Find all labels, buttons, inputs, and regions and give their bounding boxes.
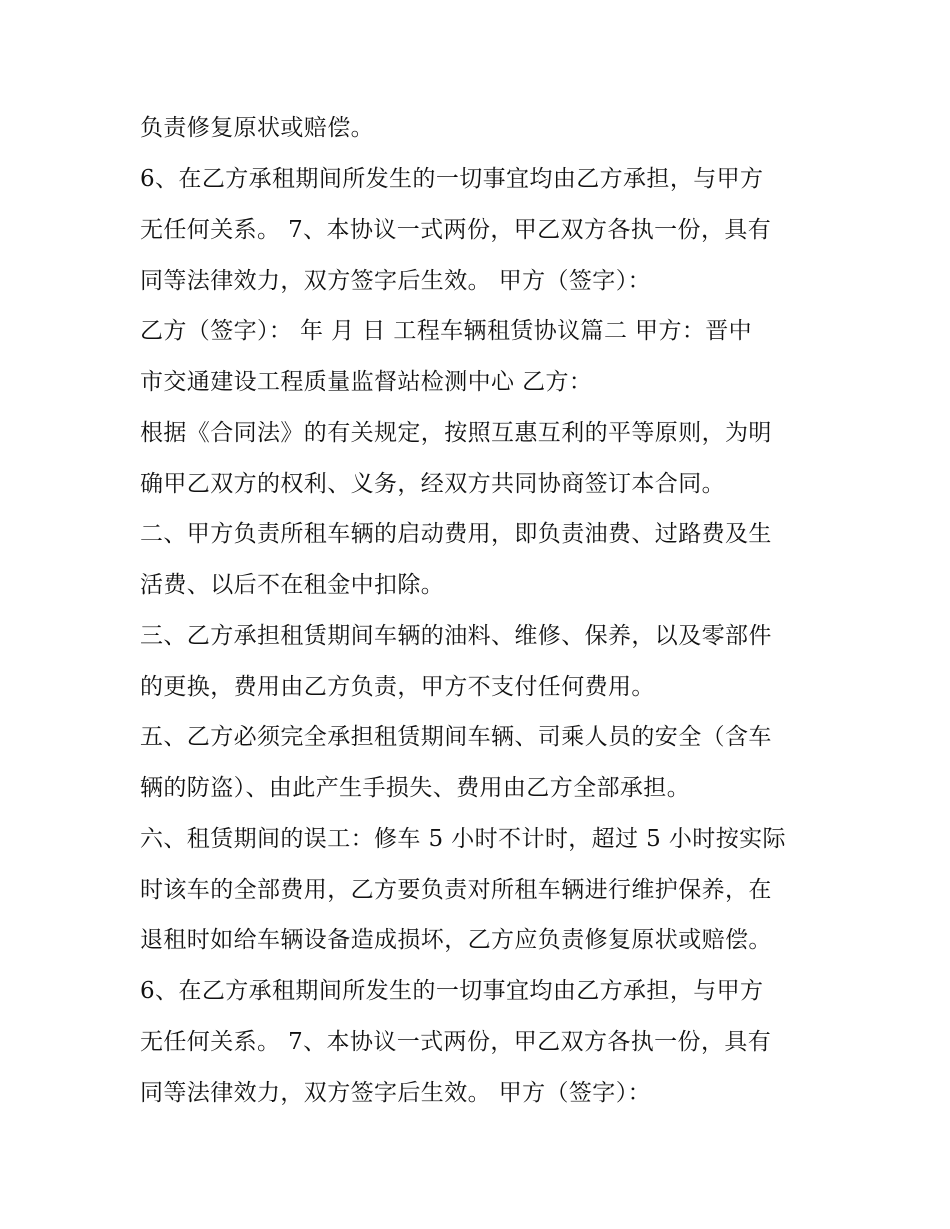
text-line: 负责修复原状或赔偿。 [140,115,374,141]
text-line: 退租时如给车辆设备造成损坏，乙方应负责修复原状或赔偿。 [140,927,772,953]
text-line: 市交通建设工程质量监督站检测中心 乙方： [140,369,593,395]
text-line: 6、在乙方承租期间所发生的一切事宜均由乙方承担，与甲方 [140,978,764,1004]
text-line: 辆的防盗）、由此产生手损失、费用由乙方全部承担。 [140,775,691,801]
text-line: 6、在乙方承租期间所发生的一切事宜均由乙方承担，与甲方 [140,166,764,192]
text-line: 无任何关系。 7、本协议一式两份，甲乙双方各执一份，具有 [140,217,772,243]
text-line: 时该车的全部费用，乙方要负责对所租车辆进行维护保养，在 [140,877,772,903]
text-line: 的更换，费用由乙方负责，甲方不支付任何费用。 [140,674,655,700]
text-line: 二、甲方负责所租车辆的启动费用，即负责油费、过路费及生 [140,521,772,547]
text-line: 同等法律效力，双方签字后生效。 甲方（签字）： [140,268,652,294]
text-line: 五、乙方必须完全承担租赁期间车辆、司乘人员的安全（含车 [140,724,772,750]
text-line: 乙方（签字）： 年 月 日 工程车辆租赁协议篇二 甲方：晋中 [140,318,753,344]
text-line: 同等法律效力，双方签字后生效。 甲方（签字）： [140,1080,652,1106]
text-line: 活费、以后不在租金中扣除。 [140,572,445,598]
text-line: 确甲乙双方的权利、义务，经双方共同协商签订本合同。 [140,471,725,497]
text-line: 无任何关系。 7、本协议一式两份，甲乙双方各执一份，具有 [140,1029,772,1055]
text-line: 根据《合同法》的有关规定，按照互惠互利的平等原则，为明 [140,420,772,446]
text-line: 三、乙方承担租赁期间车辆的油料、维修、保养，以及零部件 [140,623,772,649]
text-line: 六、租赁期间的误工：修车 5 小时不计时，超过 5 小时按实际 [140,826,786,852]
